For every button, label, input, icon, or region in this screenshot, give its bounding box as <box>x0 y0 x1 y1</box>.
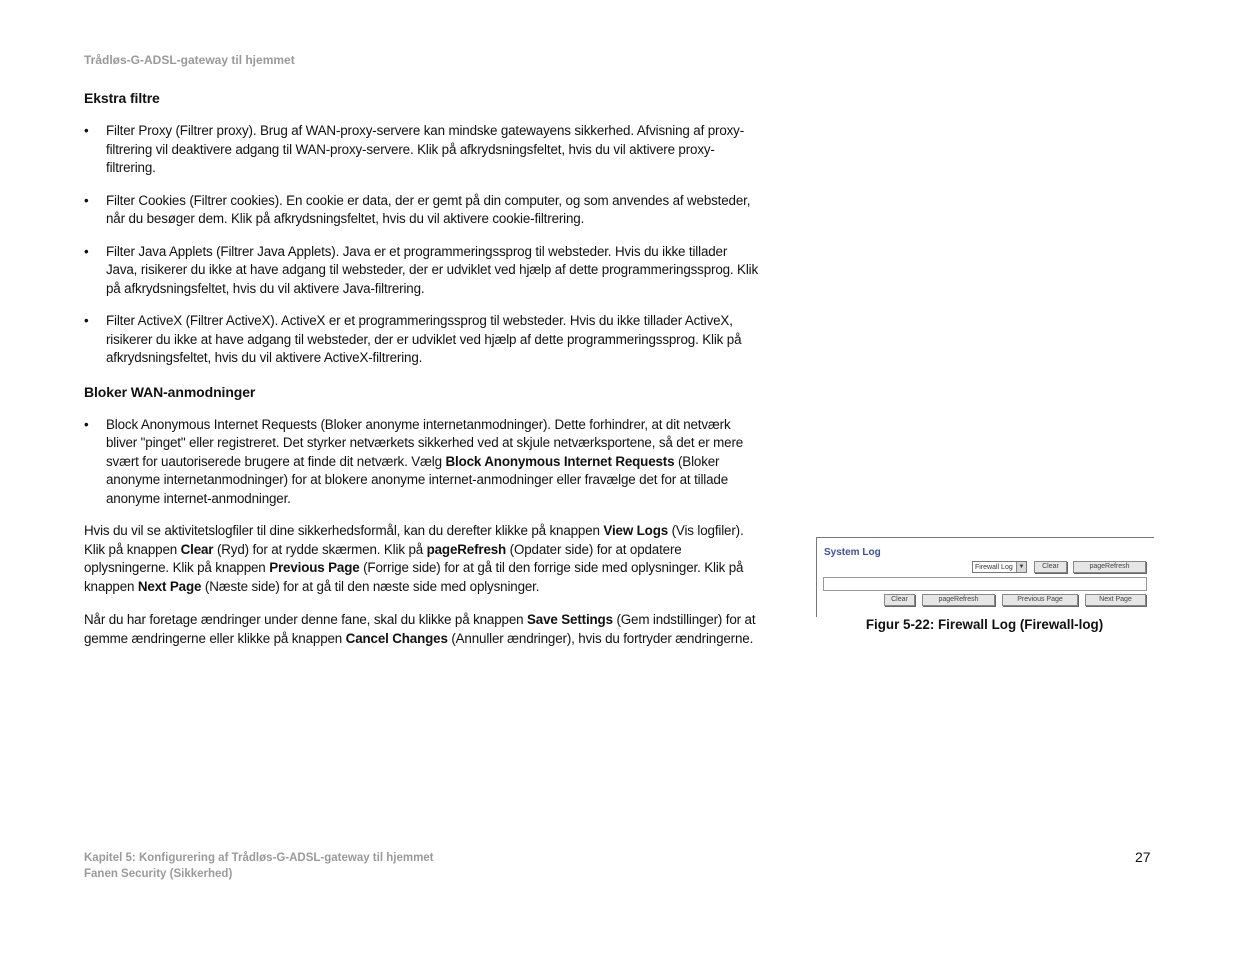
previous-page-button[interactable]: Previous Page <box>1002 594 1078 606</box>
chevron-down-icon: ▼ <box>1016 562 1026 572</box>
text-span: (Annuller ændringer), hvis du fortryder ændringerne. <box>447 630 754 646</box>
bold-term: Previous Page <box>269 560 360 575</box>
text-span: (Ryd) for at rydde skærmen. Klik på <box>213 541 427 557</box>
text-span: (Forrige side) for at gå til den forrige side med oplysninger. Klik på knappen <box>84 560 744 594</box>
text-span: (Gem indstillinger) for at gemme ændringerne eller klikke på knappen <box>84 612 756 646</box>
log-type-select[interactable] <box>972 561 1027 573</box>
list-item-filter-cookies: • Filter Cookies (Filtrer cookies). En cookie er data, der er gemt på din computer, og som anvendes af websteder, når du besøger dem. Klik på afkrydsningsfeltet, hvis du vil aktivere cookie-filtrering. <box>84 192 760 229</box>
bold-term: Cancel Changes <box>345 630 448 646</box>
list-item-block-anonymous <box>84 416 760 509</box>
top-page-refresh-button[interactable]: pageRefresh <box>1073 561 1146 573</box>
bold-term: View Logs <box>603 523 669 538</box>
bold-term: Next Page <box>137 578 202 594</box>
footer <box>84 850 434 882</box>
bold-term: Block Anonymous Internet Requests <box>445 453 675 469</box>
text-span: (Vis logfiler). Klik på knappen <box>84 523 744 557</box>
block-wan-list <box>84 416 760 509</box>
running-header: Trådløs-G-ADSL-gateway til hjemmet <box>84 53 295 67</box>
bold-term: pageRefresh <box>426 541 507 557</box>
bottom-clear-button[interactable]: Clear <box>884 594 915 606</box>
system-log-title: System Log <box>824 547 881 558</box>
text-span: (Næste side) for at gå til den næste side med oplysninger. <box>201 578 540 594</box>
footer-section: Fanen Security (Sikkerhed) <box>84 868 233 880</box>
extra-filters-list <box>84 122 760 368</box>
text-span: Når du har foretage ændringer under denne fane, skal du klikke på knappen <box>84 612 527 627</box>
paragraph-view-logs <box>84 522 760 596</box>
top-clear-button[interactable]: Clear <box>1034 561 1067 573</box>
text-span: (Opdater side) for at opdatere oplysningerne. Klik på knappen <box>84 541 682 575</box>
section-heading-block-wan: Bloker WAN-anmodninger <box>84 383 256 400</box>
text-span: (Bloker anonyme internetanmodninger) for at blokere anonyme internet-anmodninger eller fravælge det for at tillade anonyme internet-anmodninger. <box>106 453 729 506</box>
bottom-page-refresh-button[interactable]: pageRefresh <box>922 594 995 606</box>
paragraph-save-settings <box>84 611 760 648</box>
bold-term: Clear <box>180 541 214 557</box>
main-content <box>84 88 760 663</box>
list-item-filter-activex: • Filter ActiveX (Filtrer ActiveX). ActiveX er et programmeringssprog til websteder. Hvis du ikke tillader ActiveX, risikerer du ikke at have adgang til websteder, der er udviklet ved hjælp af dette programmeringssprog. Klik på afkrydsningsfeltet, hvis du vil aktivere ActiveX-filtrering. <box>84 312 760 368</box>
text-span: Block Anonymous Internet Requests (Bloker anonyme internetanmodninger). Dette forhindrer, at dit netværk bliver "pinget" eller registreret. Det styrker netværkets sikkerhed ved at skjule netværksportene, så det er mere svært for uautoriserede brugere at finde dit netværk. Vælg <box>106 416 744 469</box>
next-page-button[interactable]: Next Page <box>1085 594 1146 606</box>
bold-term: Save Settings <box>527 612 613 627</box>
list-item-filter-proxy: • Filter Proxy (Filtrer proxy). Brug af WAN-proxy-servere kan mindske gatewayens sikkerhed. Afvisning af proxy-filtrering vil deaktivere adgang til WAN-proxy-servere. Klik på afkrydsningsfeltet, hvis du vil aktivere proxy-filtrering. <box>84 122 760 178</box>
figure-caption: Figur 5-22: Firewall Log (Firewall-log) <box>865 617 1104 632</box>
section-heading-extra-filters: Ekstra filtre <box>84 90 160 106</box>
log-display-area <box>823 577 1147 591</box>
page-number: 27 <box>1135 849 1151 865</box>
system-log-screenshot <box>816 537 1154 617</box>
list-item-filter-java: • Filter Java Applets (Filtrer Java Applets). Java er et programmeringssprog til websteder. Hvis du ikke tillader Java, risikerer du ikke at have adgang til websteder, der er udviklet ved hjælp af dette programmeringssprog. Klik på afkrydsningsfeltet, hvis du vil aktivere Java-filtrering. <box>84 243 760 299</box>
log-type-value: Firewall Log <box>975 564 1013 571</box>
text-span: Hvis du vil se aktivitetslogfiler til dine sikkerhedsformål, kan du derefter klikke på knappen <box>84 523 604 538</box>
footer-chapter: Kapitel 5: Konfigurering af Trådløs-G-ADSL-gateway til hjemmet <box>84 852 434 864</box>
